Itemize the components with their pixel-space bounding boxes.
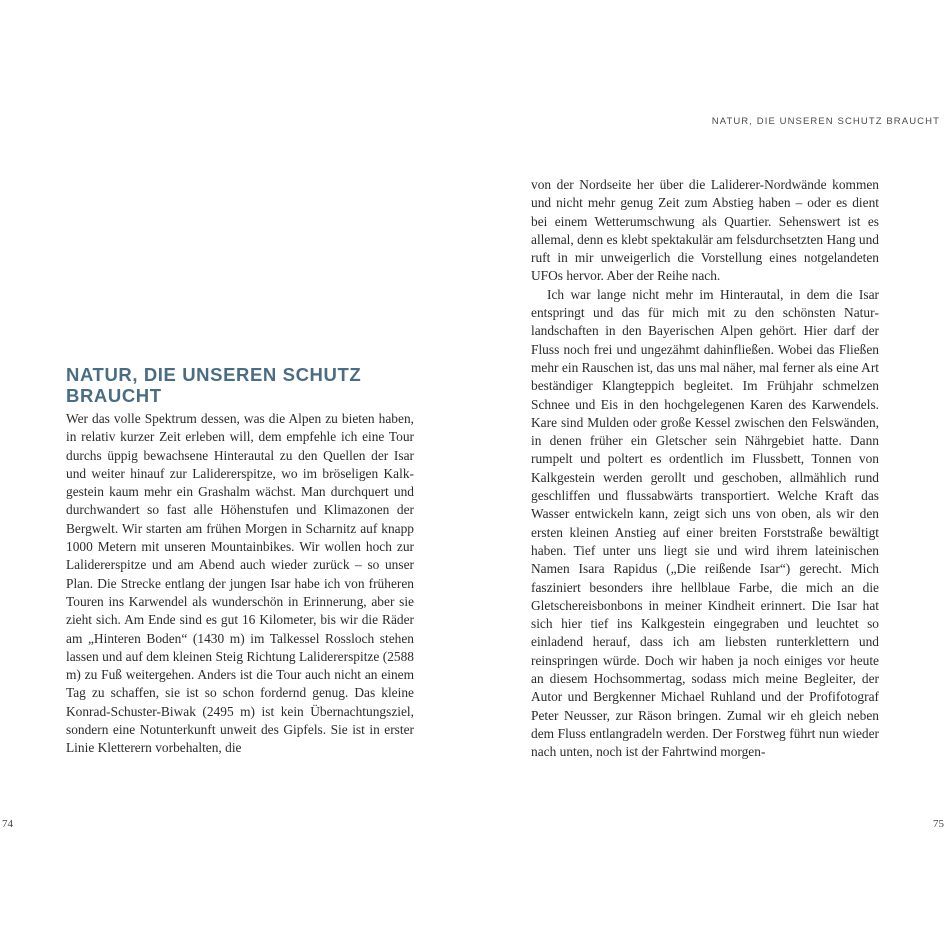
page-number-left: 74 [2,818,13,830]
right-page-column [531,176,879,762]
right-page-paragraph-1: von der Nordseite her über die Laliderer-Nordwände kommen und nicht mehr genug Zeit zum Abstieg haben – oder es dient bei einem Wetterumschwung als Quartier. Sehenswert ist es allemal, denn es klebt spektakulär am felsdurchsetzten Hang und ruft in mir unweigerlich die Vorstellung eines notgelandeten UFOs hervor. Aber der Reihe nach. [531,177,879,284]
chapter-title-line-1: NATUR, DIE UNSEREN SCHUTZ [66,364,362,385]
left-page-paragraph: Wer das volle Spektrum dessen, was die Alpen zu bieten haben, in relativ kurzer Zeit erleben will, dem empfehle ich eine Tour durchs üppig bewachsene Hinterautal zu den Quellen der Isar und weiter hinauf zur Lalidererspitze, wo im bröseligen Kalkgestein kaum mehr ein Grashalm wächst. Man durchquert und durchwandert so fast alle Höhenstufen und Klimazonen der Bergwelt. Wir starten am frühen Morgen in Scharnitz auf knapp 1000 Metern mit unseren Mountainbikes. Wir wollen hoch zur Lalidererspitze und am Abend auch wieder zurück – so unser Plan. Die Strecke entlang der jungen Isar habe ich von früheren Touren ins Karwendel als wunderschön in Erinnerung, aber sie zieht sich. Am Ende sind es gut 16 Kilometer, bis wir die Räder am „Hinteren Boden“ (1430 m) im Talkessel Rossloch stehen lassen und auf dem kleinen Steig Richtung Lalidererspitze (2588 m) zu Fuß weitergehen. Anders ist die Tour auch nicht an einem Tag zu schaffen, sie ist so schon fordernd genug. Das kleine Konrad-Schuster-Biwak (2495 m) ist kein Übernachtungsziel, sondern eine Notunterkunft unweit des Gipfels. Sie ist in erster Linie Kletterern vorbehalten, die [66,411,414,756]
page-number-right: 75 [933,818,944,830]
right-page-paragraph-2: Ich war lange nicht mehr im Hinterautal, in dem die Isar entspringt und das für mich mit zu den schönsten Naturlandschaften in den Bayerischen Alpen gehört. Hier darf der Fluss noch frei und ungezähmt dahinfließen. Wobei das Fließen mehr ein Rauschen ist, das uns mal näher, mal ferner als eine Art beständiger Klangteppich begleitet. Im Frühjahr schmelzen Schnee und Eis in den hochgelegenen Karen des Karwendels. Kare sind Mulden oder große Kessel zwischen den Felswänden, in denen früher ein Gletscher sein Nährgebiet hatte. Dann rumpelt und poltert es ordentlich im Flussbett, Tonnen von Kalkgestein werden gerollt und geschoben, allmählich rund geschliffen und flussabwärts transportiert. Welche Kraft das Wasser entwickeln kann, zeigt sich uns von oben, als wir den ersten kleinen Anstieg auf einer breiten Forststraße bewältigt haben. Tief unter uns liegt sie und wird ihrem lateinischen Namen Isara Rapidus („Die reißende Isar“) gerecht. Mich fasziniert besonders ihre hellblaue Farbe, die mich an die Gletschereisbonbons in meiner Kindheit erinnert. Die Isar hat sich hier tief ins Kalkgestein eingegraben und leuchtet so einladend herauf, dass ich am liebsten runterklettern und reinspringen würde. Doch wir haben ja noch einiges vor heute an diesem Hochsommertag, sodass mich meine Begleiter, der Autor und Bergkenner Michael Ruhland und der Profifotograf Peter Neusser, zur Räson bringen. Zumal wir eh gleich neben dem Fluss entlangradeln werden. Der Forstweg führt nun wieder nach unten, noch ist der Fahrtwind morgen- [531,286,879,760]
running-header: NATUR, DIE UNSEREN SCHUTZ BRAUCHT [711,116,940,127]
chapter-title [66,364,414,406]
left-page-column [66,364,414,758]
chapter-title-line-2: BRAUCHT [66,385,162,406]
